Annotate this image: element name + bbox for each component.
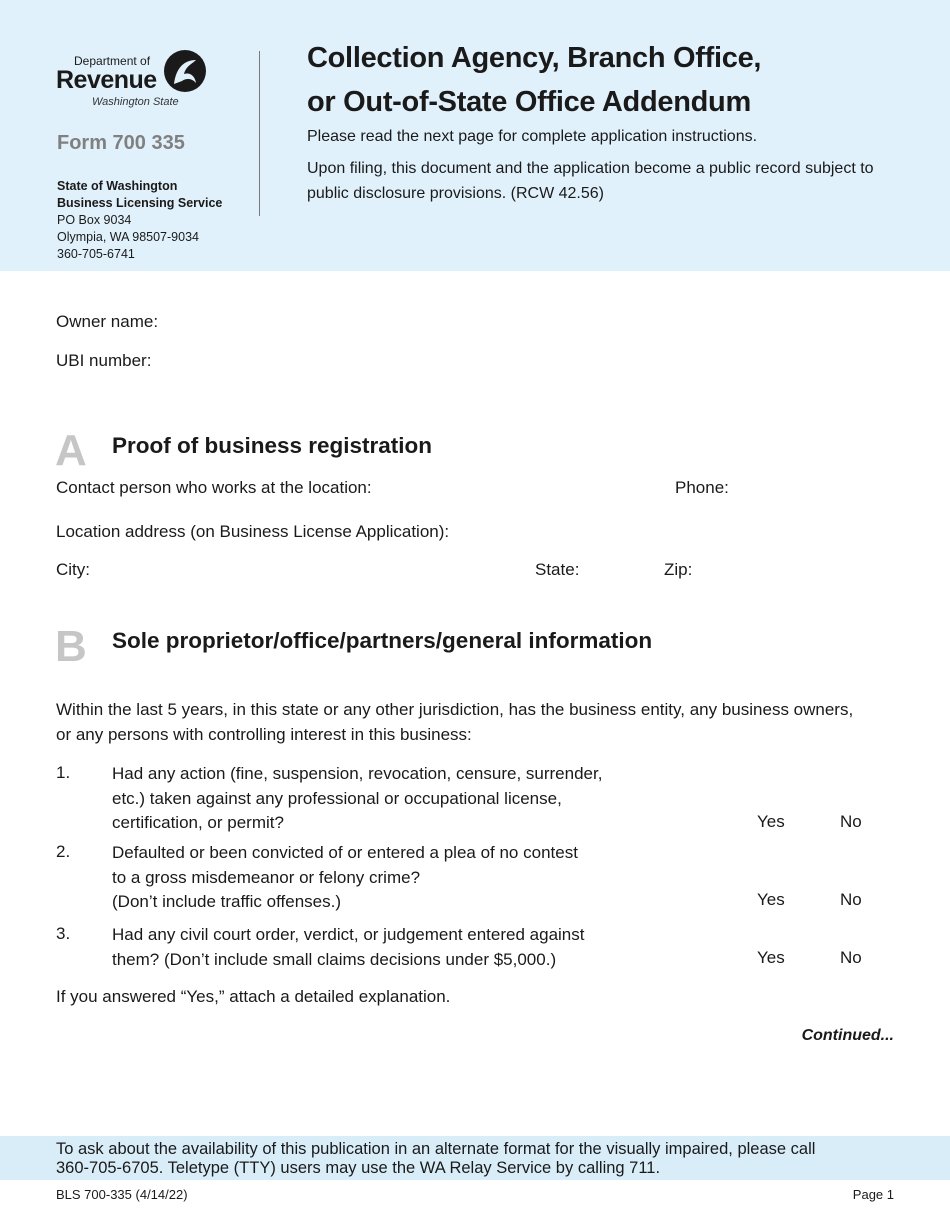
address-line-1: State of Washington (57, 179, 178, 193)
section-b-intro: Within the last 5 years, in this state or any other jurisdiction, has the business entity, any business owners, or any persons with controlling interest in this business: (56, 700, 854, 744)
logo-mark-icon (162, 48, 208, 94)
yes-explanation-note: If you answered “Yes,” attach a detailed explanation. (56, 987, 451, 1006)
logo-dept-text: Department of (74, 54, 151, 68)
question-1-text (112, 762, 672, 836)
owner-name-label: Owner name: (56, 312, 159, 331)
instructions-text: Please read the next page for complete application instructions. (307, 128, 758, 145)
question-1-line-1: Had any action (fine, suspension, revocation, censure, surrender, (112, 764, 603, 783)
page-number: Page 1 (852, 1187, 894, 1202)
state-label: State: (535, 560, 580, 579)
question-3-line-2: them? (Don’t include small claims decisions under $5,000.) (112, 949, 557, 969)
question-2-text (112, 841, 672, 915)
question-3-line-1: Had any civil court order, verdict, or judgement entered against (112, 925, 585, 944)
question-1-line-3: certification, or permit? (112, 813, 284, 832)
question-1-number: 1. (56, 763, 71, 782)
accessibility-line-2: 360-705-6705. Teletype (TTY) users may use the WA Relay Service by calling 711. (56, 1159, 661, 1177)
title-line-2: or Out-of-State Office Addendum (307, 86, 751, 118)
question-2-line-2: to a gross misdemeanor or felony crime? (112, 867, 421, 887)
agency-address (57, 178, 222, 263)
zip-label: Zip: (664, 560, 693, 579)
continued-label: Continued... (801, 1027, 894, 1044)
accessibility-notice (56, 1140, 815, 1178)
question-1-line-2: etc.) taken against any professional or occupational license, (112, 788, 562, 808)
address-line-5: 360-705-6741 (57, 247, 135, 261)
question-3-no-option[interactable]: No (840, 948, 862, 967)
phone-label: Phone: (675, 478, 729, 497)
question-2-line-1: Defaulted or been convicted of or entered a plea of no contest (112, 843, 578, 862)
header-divider (259, 51, 260, 216)
address-line-3: PO Box 9034 (57, 213, 132, 227)
address-line-2: Business Licensing Service (57, 196, 223, 210)
title-line-1: Collection Agency, Branch Office, (307, 42, 762, 74)
question-3-number: 3. (56, 924, 71, 943)
ubi-number-label: UBI number: (56, 351, 152, 370)
city-label: City: (56, 560, 90, 579)
question-3-text (112, 923, 672, 972)
question-1-yes-option[interactable]: Yes (757, 812, 785, 831)
question-2-line-3: (Don’t include traffic offenses.) (112, 892, 341, 911)
question-2-no-option[interactable]: No (840, 890, 862, 909)
public-record-text: Upon filing, this document and the application become a public record subject to public disclosure provisions. (RCW 42.56) (307, 160, 874, 202)
section-a-letter: A (55, 426, 87, 475)
page-title (307, 36, 761, 124)
logo-state-text: Washington State (92, 96, 179, 108)
form-number: Form 700 335 (57, 132, 185, 154)
accessibility-line-1: To ask about the availability of this publication in an alternate format for the visually impaired, please call (56, 1140, 816, 1158)
question-2-yes-option[interactable]: Yes (757, 890, 785, 909)
form-code: BLS 700-335 (4/14/22) (56, 1187, 188, 1202)
location-address-label: Location address (on Business License Application): (56, 522, 450, 541)
dor-logo (56, 48, 216, 112)
question-1-no-option[interactable]: No (840, 812, 862, 831)
question-3-yes-option[interactable]: Yes (757, 948, 785, 967)
section-b-letter: B (55, 622, 87, 671)
address-line-4: Olympia, WA 98507-9034 (57, 230, 199, 244)
logo-revenue-text: Revenue (56, 66, 157, 94)
question-2-number: 2. (56, 842, 71, 861)
section-a-title: Proof of business registration (112, 433, 433, 458)
section-b-title: Sole proprietor/office/partners/general information (112, 628, 653, 653)
contact-person-label: Contact person who works at the location: (56, 478, 372, 497)
